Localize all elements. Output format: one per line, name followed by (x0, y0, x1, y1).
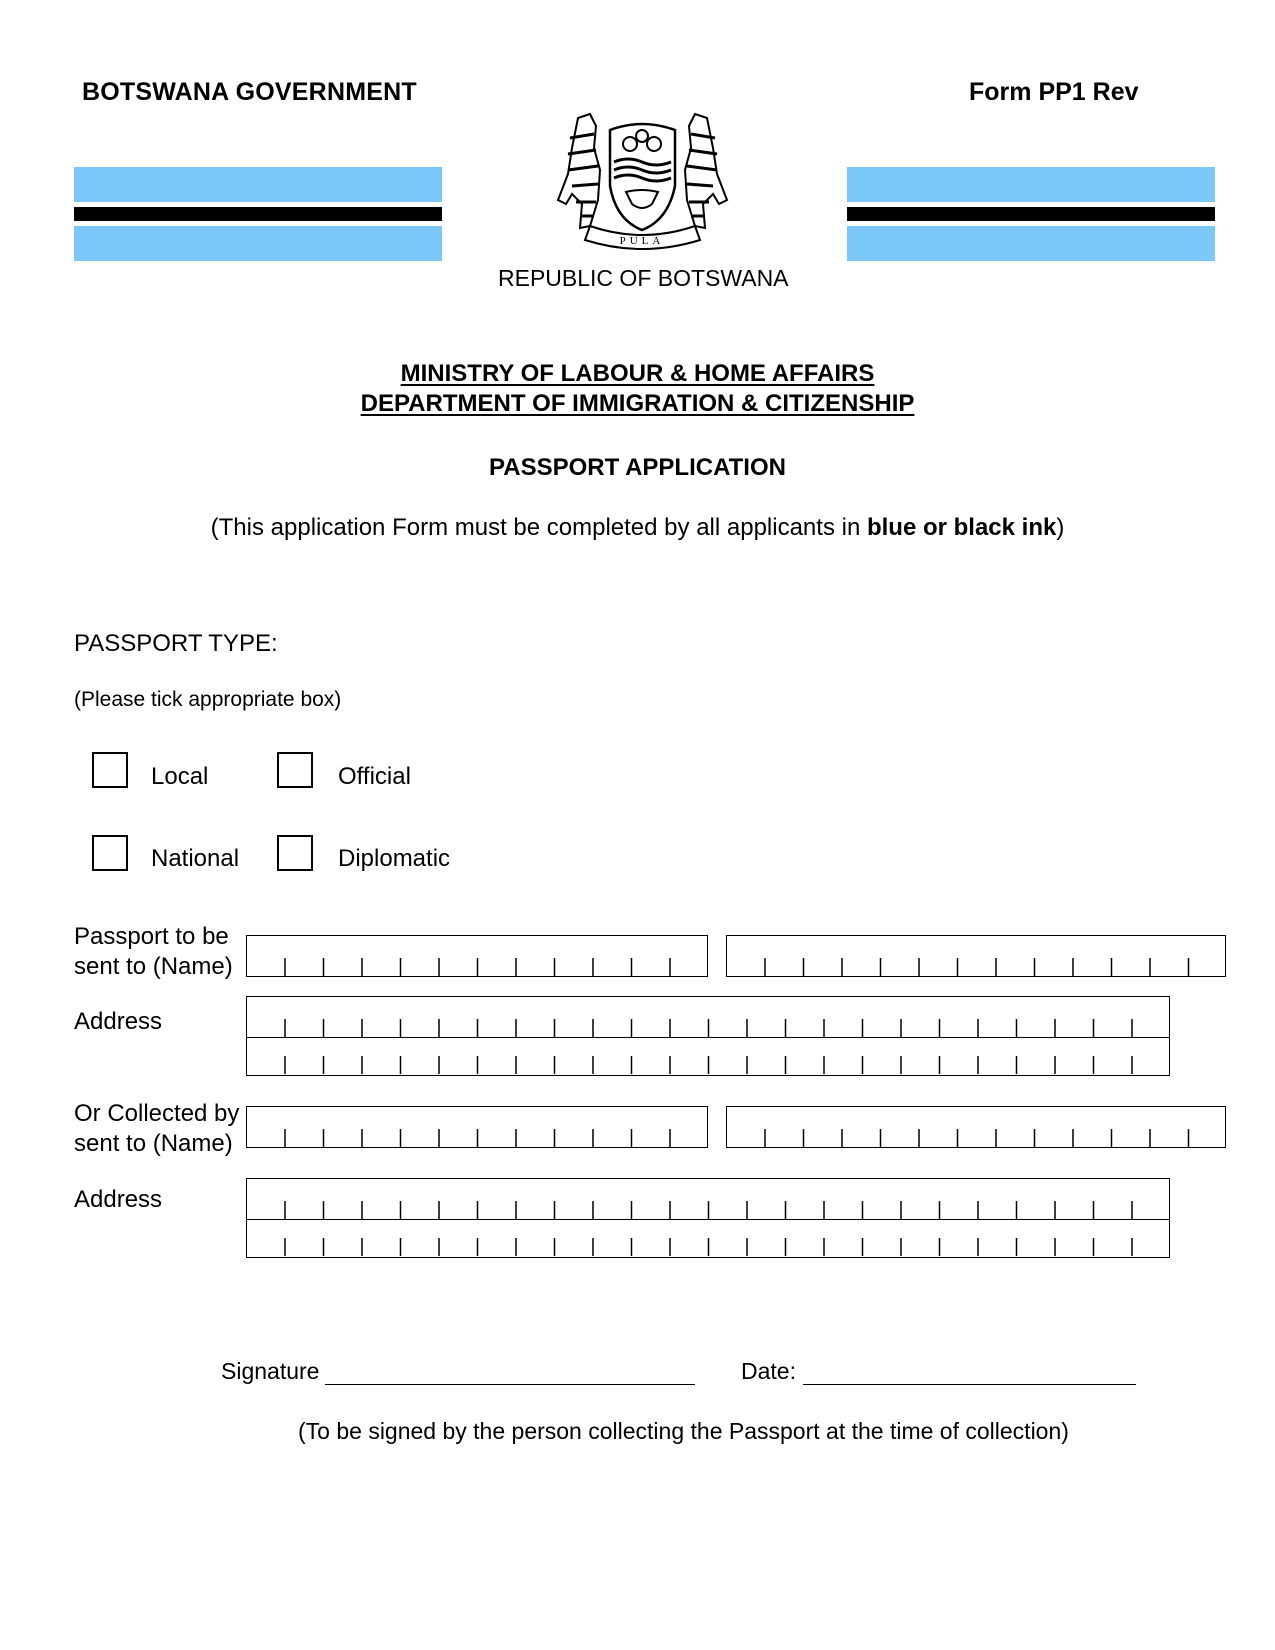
checkbox-local[interactable] (92, 752, 128, 788)
signature-label: Signature (221, 1358, 320, 1384)
sent-to-name-field-1[interactable] (246, 935, 708, 977)
collected-by-line2: sent to (Name) (74, 1130, 233, 1157)
character-ticks (247, 936, 709, 978)
collected-by-field-2[interactable] (726, 1106, 1226, 1148)
instruction-bold: blue or black ink (866, 514, 1057, 541)
republic-label: REPUBLIC OF BOTSWANA (498, 265, 789, 291)
address-label-1: Address (74, 1008, 163, 1035)
sent-to-name-label (74, 922, 233, 982)
flag-right (847, 167, 1215, 261)
address-1-field-line1[interactable] (246, 996, 1170, 1038)
character-ticks (247, 1179, 1171, 1221)
department-heading: DEPARTMENT OF IMMIGRATION & CITIZENSHIP (360, 390, 915, 417)
sent-to-line2: sent to (Name) (74, 953, 233, 980)
passport-type-hint: (Please tick appropriate box) (74, 688, 342, 711)
character-ticks (247, 1038, 1171, 1076)
character-ticks (727, 1107, 1227, 1149)
label-national: National (151, 845, 240, 872)
character-ticks (247, 1107, 709, 1149)
sent-to-line1: Passport to be (74, 923, 229, 950)
date-label: Date: (741, 1358, 796, 1384)
signature-line[interactable] (325, 1384, 695, 1385)
collected-by-label (74, 1099, 239, 1159)
instruction-prefix: (This application Form must be completed by all applicants in (210, 514, 867, 541)
ink-instruction (0, 514, 1275, 542)
motto-text: PULA (619, 235, 665, 247)
form-code: Form PP1 Rev (969, 78, 1139, 106)
sent-to-name-field-2[interactable] (726, 935, 1226, 977)
passport-type-heading: PASSPORT TYPE: (74, 630, 278, 657)
address-2-field-line2[interactable] (246, 1220, 1170, 1258)
collected-by-field-1[interactable] (246, 1106, 708, 1148)
signature-note: (To be signed by the person collecting the Passport at the time of collection) (298, 1418, 1069, 1444)
character-ticks (247, 997, 1171, 1039)
checkbox-official[interactable] (277, 752, 313, 788)
address-label-2: Address (74, 1186, 163, 1213)
flag-left (74, 167, 442, 261)
ministry-heading: MINISTRY OF LABOUR & HOME AFFAIRS (400, 360, 875, 387)
address-1-field-line2[interactable] (246, 1038, 1170, 1076)
instruction-suffix: ) (1056, 514, 1065, 541)
coat-of-arms-emblem (550, 108, 735, 256)
collected-by-line1: Or Collected by (74, 1100, 240, 1127)
label-diplomatic: Diplomatic (338, 845, 451, 872)
checkbox-national[interactable] (92, 835, 128, 871)
checkbox-diplomatic[interactable] (277, 835, 313, 871)
character-ticks (727, 936, 1227, 978)
address-2-field-line1[interactable] (246, 1178, 1170, 1220)
date-line[interactable] (803, 1384, 1136, 1385)
label-official: Official (338, 763, 411, 790)
form-title: PASSPORT APPLICATION (489, 454, 786, 481)
header-title: BOTSWANA GOVERNMENT (82, 78, 417, 106)
label-local: Local (151, 763, 209, 790)
character-ticks (247, 1220, 1171, 1258)
